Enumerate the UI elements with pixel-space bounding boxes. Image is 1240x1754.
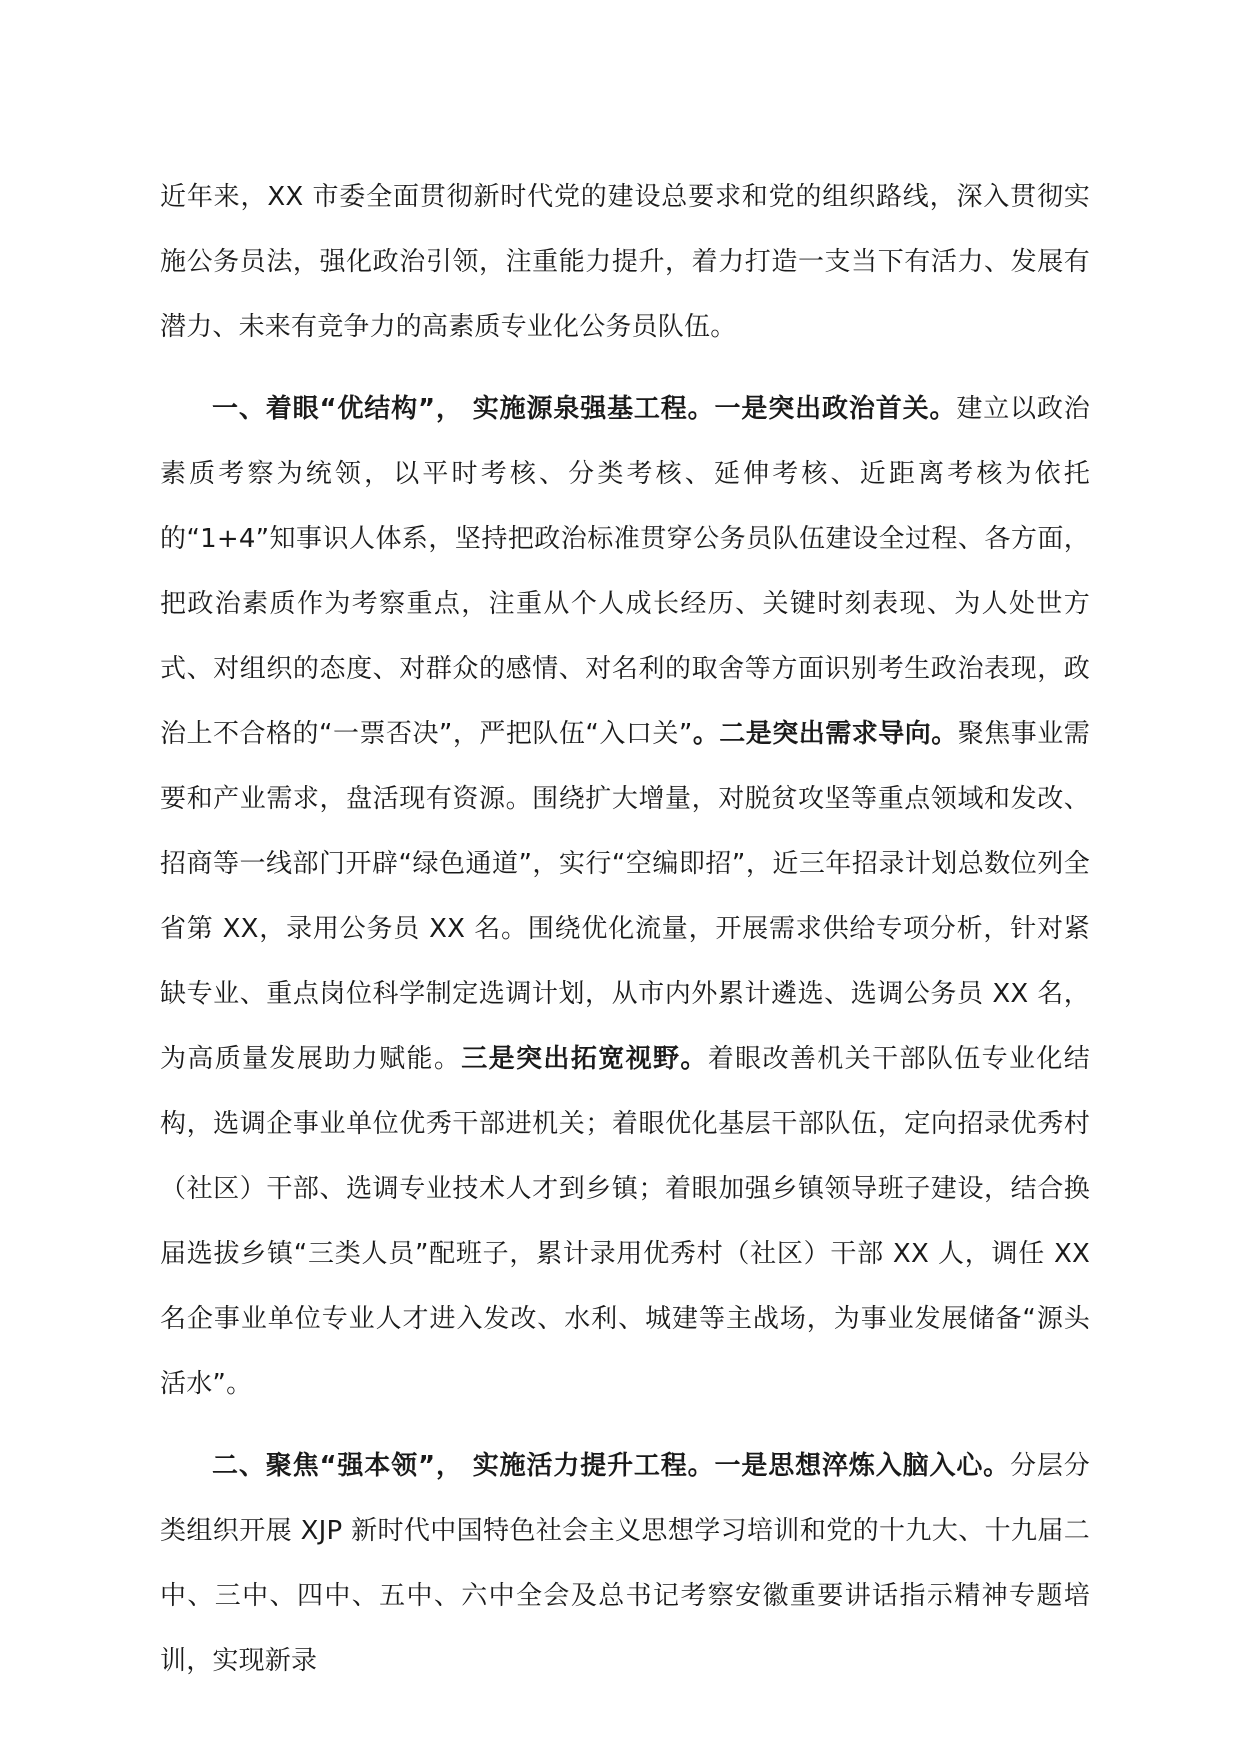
section-one-text-2: 聚焦事业需要和产业需求，盘活现有资源。围绕扩大增量，对脱贫攻坚等重点领域和发改、招商等一线部门开辟“绿色通道”，实行“空编即招”，近三年招录计划总数位列全省第 XX，录用公务员 XX 名。围绕优化流量，开展需求供给专项分析，针对紧缺专业、重点岗位科学制定选调计划，从市内外累计遴选、选调公务员 XX 名，为高质量发展助力赋能。: [160, 719, 1090, 1074]
section-one-text-3: 着眼改善机关干部队伍专业化结构，选调企事业单位优秀干部进机关；着眼优化基层干部队伍，定向招录优秀村（社区）干部、选调专业技术人才到乡镇；着眼加强乡镇领导班子建设，结合换届选拔乡镇“三类人员”配班子，累计录用优秀村（社区）干部 XX 人，调任 XX 名企事业单位专业人才进入发改、水利、城建等主战场，为事业发展储备“源头活水”。: [160, 1044, 1090, 1399]
section-two-text-1: 分层分类组织开展 XJP 新时代中国特色社会主义思想学习培训和党的十九大、十九届二中、三中、四中、五中、六中全会及总书记考察安徽重要讲话指示精神专题培训，实现新录: [160, 1451, 1090, 1676]
section-one-heading: 一、着眼“优结构”， 实施源泉强基工程。一是突出政治首关。: [212, 394, 957, 424]
section-one-point-two: 。二是突出需求导向。: [692, 719, 958, 749]
section-two-heading: 二、聚焦“强本领”， 实施活力提升工程。一是思想淬炼入脑入心。: [212, 1451, 1011, 1481]
section-one-point-three: 三是突出拓宽视野。: [461, 1044, 708, 1074]
document-page: [160, 165, 1090, 1694]
paragraph-intro: [160, 165, 1090, 360]
section-one-text-1: 建立以政治素质考察为统领，以平时考核、分类考核、延伸考核、近距离考核为依托的“1+4”知事识人体系，坚持把政治标准贯穿公务员队伍建设全过程、各方面，把政治素质作为考察重点，注重从个人成长经历、关键时刻表现、为人处世方式、对组织的态度、对群众的感情、对名利的取舍等方面识别考生政治表现，政治上不合格的“一票否决”，严把队伍“入口关”: [160, 394, 1090, 749]
paragraph-intro-text: 近年来，XX 市委全面贯彻新时代党的建设总要求和党的组织路线，深入贯彻实施公务员法，强化政治引领，注重能力提升，着力打造一支当下有活力、发展有潜力、未来有竞争力的高素质专业化公务员队伍。: [160, 182, 1090, 342]
paragraph-section-two: [160, 1434, 1090, 1694]
paragraph-section-one: [160, 377, 1090, 1417]
